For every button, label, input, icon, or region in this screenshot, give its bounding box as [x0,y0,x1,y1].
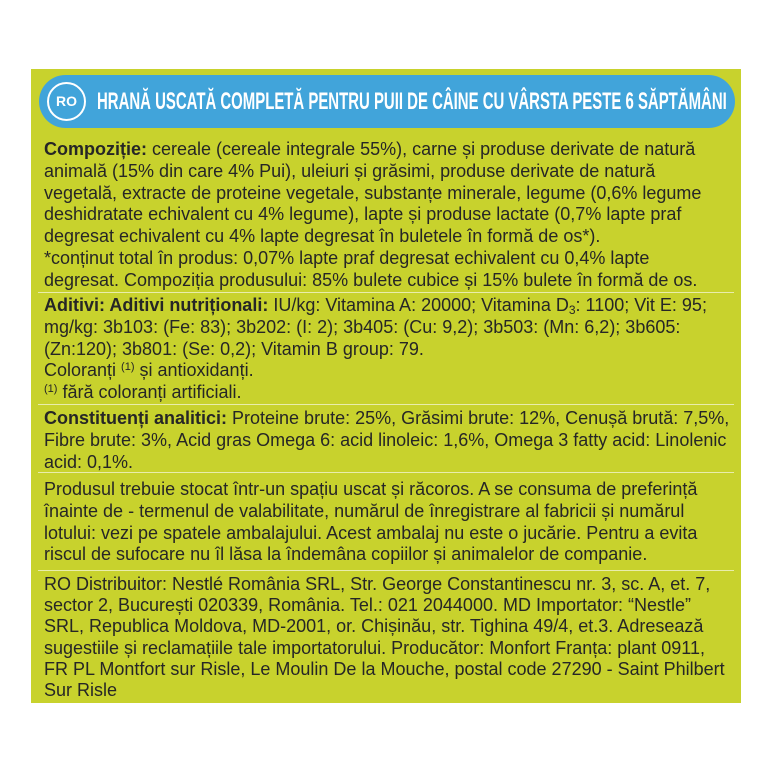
footnote-mark: (1) [121,361,135,374]
distributor-text-line: sugestiile și reclamațiile tale importatorului. Producător: Monfort Franța: plant 0911, [44,637,705,658]
composition-label: Compoziție: [44,139,147,159]
additives-label: Aditivi: Aditivi nutriționali: [44,295,269,315]
storage-section [44,479,734,566]
distributor-text-line: Sur Risle [44,679,118,700]
storage-text-line: Produsul trebuie stocat într-un spațiu uscat și răcoros. A se consuma de preferință [44,479,698,499]
distributor-section [44,574,734,701]
title-banner [39,75,735,128]
distributor-text-line: RO Distribuitor: Nestlé România SRL, Str. George Constantinescu nr. 3, sc. A, et. 7, [44,574,711,594]
additives-text-line: mg/kg: 3b103: (Fe: 83); 3b202: (I: 2); 3b405: (Cu: 9,2); 3b503: (Mn: 6,2); 3b605: [44,316,681,337]
additives-text: : 1100; Vit E: 95; [575,295,707,315]
footnote-mark: (1) [44,383,58,396]
footnote-text: fără coloranți artificiali. [57,382,242,403]
composition-text-line: deshidratate echivalent cu 4% legume), lapte și produse lactate (0,7% lapte praf [44,204,682,225]
composition-text-line [44,139,734,161]
composition-text-line: degresat. Compoziția produsului: 85% bulete cubice și 15% bulete în formă de os. [44,269,698,290]
composition-section [44,139,734,292]
footnote-line [44,382,734,404]
section-divider [38,292,734,293]
analytical-text: Proteine brute: 25%, Grăsimi brute: 12%, Cenușă brută: 7,5%, [227,408,730,428]
additives-text-line: (Zn:120); 3b801: (Se: 0,2); Vitamin B group: 79. [44,338,424,359]
section-divider [38,404,734,405]
storage-text-line: înainte de - termenul de valabilitate, numărul de înregistrare al fabricii și numărul [44,500,685,521]
section-divider [38,472,734,473]
analytical-text-line [44,408,734,430]
colorants-text: și antioxidanți. [134,360,254,381]
colorants-line [44,360,734,382]
analytical-text-line: Fibre brute: 3%, Acid gras Omega 6: acid linoleic: 1,6%, Omega 3 fatty acid: Linolenic [44,429,727,450]
composition-text-line: animală (15% din care 4% Pui), uleiuri și grăsimi, produse derivate de natură [44,160,656,181]
product-label-panel [31,69,741,703]
storage-text-line: lotului: vezi pe spatele ambalajului. Acest ambalaj nu este o jucărie. Pentru a evita [44,522,698,543]
additives-section [44,295,734,404]
analytical-text-line: acid: 0,1%. [44,451,134,472]
composition-text-line: degresat echivalent cu 4% lapte degresat în buletele în formă de os*). [44,226,601,247]
colorants-text: Coloranți [44,360,122,381]
storage-text-line: riscul de sufocare nu îl lăsa la îndemâna copiilor și animalelor de companie. [44,544,648,565]
analytical-section [44,408,734,473]
distributor-text-line: SRL, Republica Moldova, MD-2001, or. Chișinău, str. Tighina 49/4, et.3. Adresează [44,616,704,637]
additives-text-line [44,295,734,317]
vitamin-d-subscript: 3 [568,303,576,317]
language-badge: RO [47,82,86,121]
composition-text-line: *conținut total în produs: 0,07% lapte praf degresat echivalent cu 0,4% lapte [44,247,650,268]
composition-text: cereale (cereale integrale 55%), carne și produse derivate de natură [147,139,696,159]
distributor-text-line: sector 2, București 020339, România. Tel.: 021 2044000. MD Importator: “Nestle” [44,595,691,616]
product-title: HRANĂ USCATĂ COMPLETĂ PENTRU PUII DE CÂINE CU VÂRSTA PESTE 6 SĂPTĂMÂNI [97,88,727,115]
section-divider [38,570,734,571]
analytical-label: Constituenți analitici: [44,408,228,428]
additives-text: IU/kg: Vitamina A: 20000; Vitamina D [268,295,569,315]
distributor-text-line: FR PL Montfort sur Risle, Le Moulin De la Mouche, postal code 27290 - Saint Philbert [44,658,725,679]
composition-text-line: vegetală, extracte de proteine vegetale, substanțe minerale, legume (0,6% legume [44,182,702,203]
